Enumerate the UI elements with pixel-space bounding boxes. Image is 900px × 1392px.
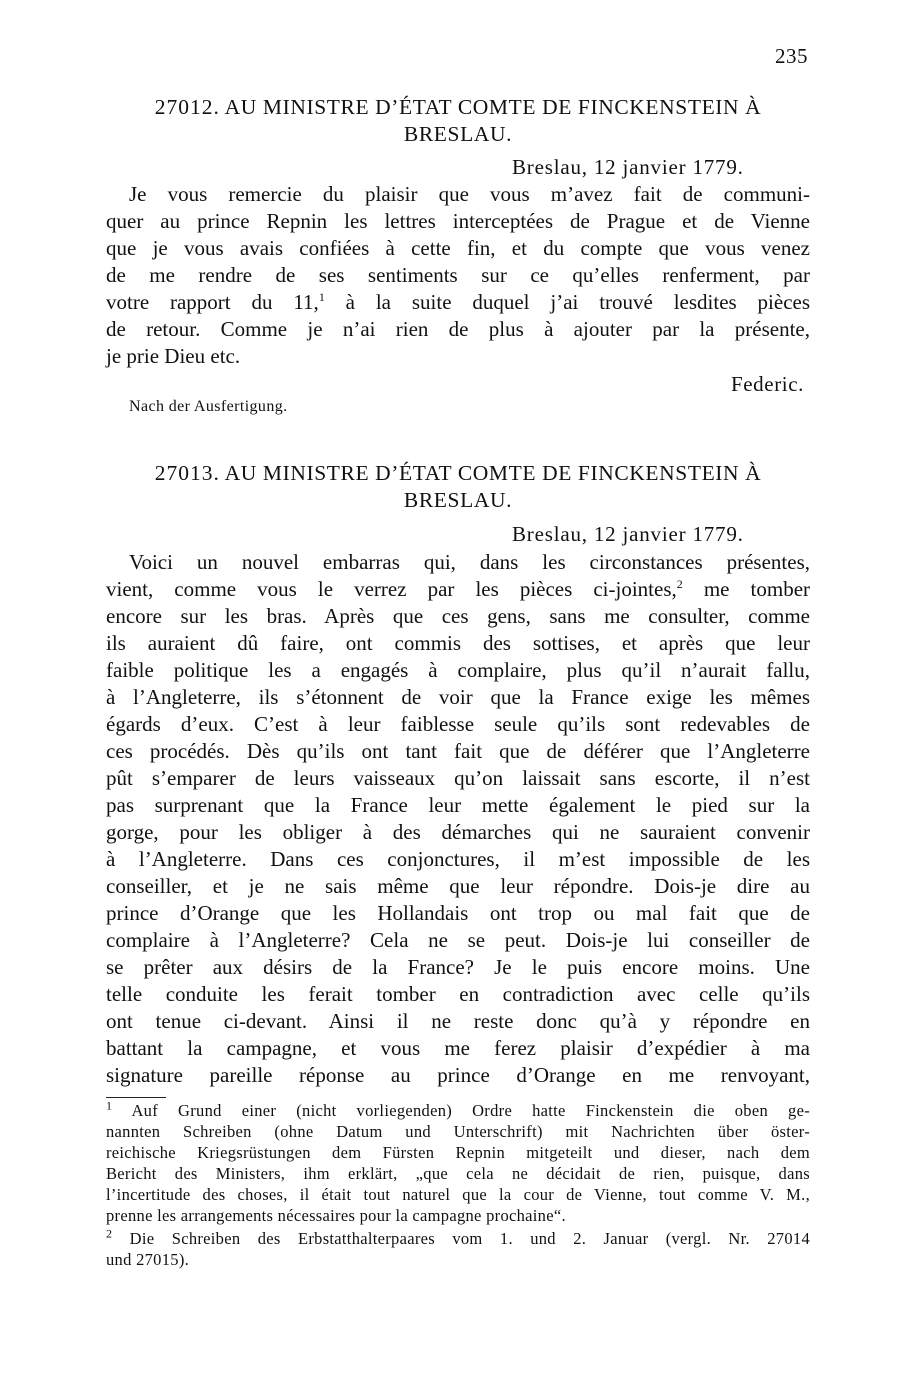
- source-note: Nach der Ausfertigung.: [129, 398, 288, 415]
- signature: Federic.: [730, 372, 804, 396]
- body-line: de retour. Comme je n’ai rien de plus à ajouter par la présente,: [106, 317, 810, 341]
- body-line: que je vous avais confiées à cette fin, et du compte que vous venez: [106, 236, 810, 260]
- body-line: signature pareille réponse au prince d’Orange en me renvoyant,: [106, 1063, 810, 1087]
- footnote-marker: 2: [106, 1226, 113, 1241]
- footnote-ref: 2: [676, 577, 683, 591]
- body-line: [106, 576, 810, 603]
- body-line: [106, 289, 810, 316]
- footnote-line: [106, 1228, 810, 1249]
- body-line: égards d’eux. C’est à leur faiblesse seule qu’ils sont redevables de: [106, 712, 810, 736]
- footnote-text: Auf Grund einer (nicht vorliegenden) Ordre hatte Finckenstein die oben ge-: [131, 1101, 810, 1120]
- body-line: encore sur les bras. Après que ces gens, sans me consulter, comme: [106, 604, 810, 628]
- letter-number: 27013.: [154, 461, 220, 485]
- heading-line: BRESLAU.: [403, 122, 513, 146]
- body-line: je prie Dieu etc.: [106, 344, 241, 368]
- footnote-line: und 27015).: [106, 1250, 190, 1269]
- body-line: Je vous remercie du plaisir que vous m’avez fait de communi-: [129, 182, 810, 206]
- body-line: de me rendre de ses sentiments sur ce qu’elles renferment, par: [106, 263, 810, 287]
- footnote-line: [106, 1100, 810, 1121]
- body-line: à l’Angleterre, ils s’étonnent de voir que la France exige les mêmes: [106, 685, 810, 709]
- letter-number: 27012.: [154, 95, 220, 119]
- body-text: me tomber: [703, 577, 811, 601]
- heading-line: BRESLAU.: [403, 488, 513, 512]
- body-text: votre rapport du 11,: [106, 290, 319, 314]
- footnote-line: reichische Kriegsrüstungen dem Fürsten Repnin mitgeteilt und dieser, nach dem: [106, 1143, 810, 1162]
- heading-line: AU MINISTRE D’ÉTAT COMTE DE FINCKENSTEIN À: [224, 461, 762, 485]
- body-line: gorge, pour les obliger à des démarches qui ne sauraient convenir: [106, 820, 810, 844]
- body-line: se prêter aux désirs de la France? Je le puis encore moins. Une: [106, 955, 810, 979]
- body-line: complaire à l’Angleterre? Cela ne se peut. Dois-je lui conseiller de: [106, 928, 810, 952]
- dateline: Breslau, 12 janvier 1779.: [512, 522, 744, 546]
- body-text: vient, comme vous le verrez par les pièces ci-jointes,: [106, 577, 677, 601]
- footnote-line: Bericht des Ministers, ihm erklärt, „que cela ne décidait de rien, puisque, dans: [106, 1164, 810, 1183]
- footnote-line: nannten Schreiben (ohne Datum und Unterschrift) mit Nachrichten über öster-: [106, 1122, 810, 1141]
- dateline: Breslau, 12 janvier 1779.: [512, 155, 744, 179]
- body-line: conseiller, et je ne sais même que leur répondre. Dois-je dire au: [106, 874, 810, 898]
- footnote-line: l’incertitude des choses, il était tout naturel que la cour de Vienne, tout comme V. M.,: [106, 1185, 810, 1204]
- heading-line: AU MINISTRE D’ÉTAT COMTE DE FINCKENSTEIN À: [224, 95, 762, 119]
- letter-heading: [106, 94, 810, 148]
- footnote-text: Die Schreiben des Erbstatthalterpaares vom 1. und 2. Januar (vergl. Nr. 27014: [129, 1229, 810, 1248]
- body-line: pas surprenant que la France leur mette également le pied sur la: [106, 793, 810, 817]
- body-text: à la suite duquel j’ai trouvé lesdites pièces: [345, 290, 811, 314]
- body-line: battant la campagne, et vous me ferez plaisir d’expédier à ma: [106, 1036, 810, 1060]
- letter-heading: [106, 460, 810, 514]
- footnote-ref: 1: [318, 290, 325, 304]
- body-line: quer au prince Repnin les lettres interceptées de Prague et de Vienne: [106, 209, 810, 233]
- body-line: prince d’Orange que les Hollandais ont trop ou mal fait que de: [106, 901, 810, 925]
- page-number: 235: [775, 44, 808, 68]
- body-line: Voici un nouvel embarras qui, dans les circonstances présentes,: [129, 550, 810, 574]
- footnote-line: prenne les arrangements nécessaires pour la campagne prochaine“.: [106, 1206, 566, 1225]
- footnote-separator: [106, 1097, 166, 1098]
- body-line: faible politique les a engagés à complaire, plus qu’il n’aurait fallu,: [106, 658, 810, 682]
- body-line: pût s’emparer de leurs vaisseaux qu’on laissait sans escorte, il n’est: [106, 766, 810, 790]
- body-line: telle conduite les ferait tomber en contradiction avec celle qu’ils: [106, 982, 810, 1006]
- body-line: ont tenue ci-devant. Ainsi il ne reste donc qu’à y répondre en: [106, 1009, 810, 1033]
- body-line: ils auraient dû faire, ont commis des sottises, et après que leur: [106, 631, 810, 655]
- body-line: ces procédés. Dès qu’ils ont tant fait que de déférer que l’Angleterre: [106, 739, 810, 763]
- body-line: à l’Angleterre. Dans ces conjonctures, il m’est impossible de les: [106, 847, 810, 871]
- footnote-marker: 1: [106, 1098, 113, 1113]
